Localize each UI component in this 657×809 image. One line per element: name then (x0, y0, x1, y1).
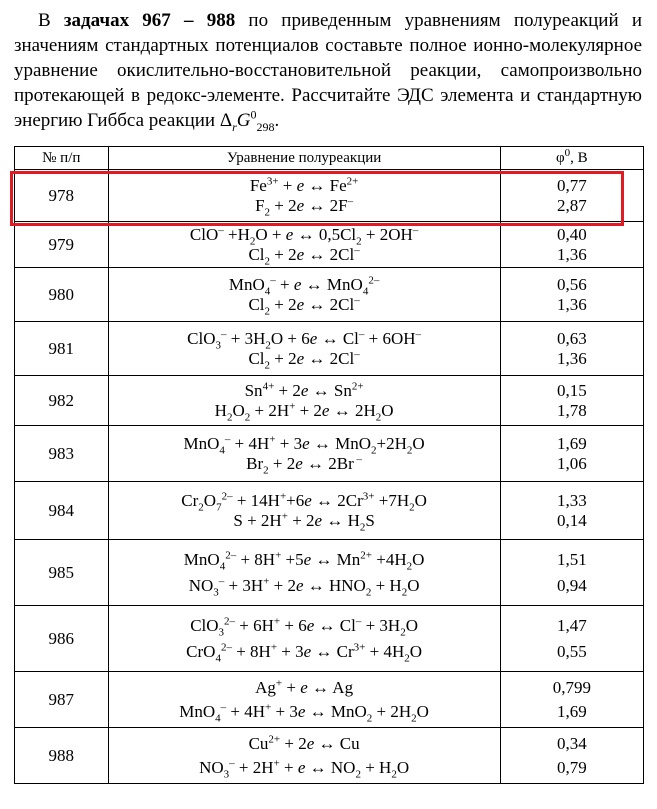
potential-cell: 0,34 0,79 (500, 728, 643, 784)
table-row (15, 672, 644, 728)
equation-cell (108, 672, 500, 728)
half-reaction: $Br_2 + 2e$ ↔ 2Br – (246, 452, 363, 476)
potential-cell: 0,40 1,36 (500, 222, 643, 268)
row-number: 981 (15, 322, 109, 376)
equation-cell (108, 728, 500, 784)
half-reaction: MnO$_4$– + 4H+ + 3e ↔ $MnO_2 + 2H_2O$ (179, 700, 429, 724)
table-row (15, 540, 644, 606)
equation-cell (108, 606, 500, 672)
table-row (15, 268, 644, 322)
half-reaction: $Cr_2O_7^{2-} + 14H^++6e$ ↔ $2Cr^{3+} +7H_2O$ (181, 489, 427, 513)
half-reaction: $H_2O_2 + 2H^+ + 2e$ ↔ $2H_2O$ (214, 399, 394, 423)
problem-statement: В задачах 967 – 988 по приведенным уравнениям полуреакций и значениям стандартных потенциалов составьте полное ионно-молекулярное уравнение окислительно-восстановительной реакции, самопроизвольно протекающей в редокс-элементе. Рассчитайте ЭДС элемента и стандартную энергию Гиббса реакции $\Delta_rG^0_{298}$. (14, 10, 642, 134)
row-number: 979 (15, 222, 109, 268)
row-number: 988 (15, 728, 109, 784)
header-potential: $\varphi^0$, В (500, 147, 643, 170)
table-row (15, 482, 644, 540)
intro-text-main: по приведенным уравнениям полуреакций и значениям стандартных потенциалов составьте полное ионно-молекулярное уравнение окислительно-восстановительной реакции, самопроизвольно протекающей в редокс-элементе. Рассчитайте ЭДС элемента и стандартную энергию Гиббса реакции (14, 10, 642, 131)
header-equation: Уравнение полуреакции (108, 147, 500, 170)
equation-cell (108, 482, 500, 540)
potential-cell: 1,47 0,55 (500, 606, 643, 672)
half-reaction-table (14, 146, 644, 784)
equation-cell (108, 376, 500, 426)
half-reaction: $Sn^{4+} + 2e$ ↔ $Sn^{2+}$ (244, 379, 364, 400)
half-reaction: ClO$_3^{2-}$ + 6H+ + 6e ↔ $Cl^- + 3H_2O$ (190, 614, 418, 638)
half-reaction: $ClO^- +H_2O + e$ ↔ $0,5Cl_2 + 2OH^-$ (189, 223, 419, 247)
half-reaction: $Cl_2 + 2e$ ↔ 2Cl– (248, 293, 360, 317)
half-reaction: $NO_3^- + 3H^+ + 2e$ ↔ $HNO_2 + H_2O$ (188, 574, 420, 598)
half-reaction: CrO$_4^{2-}$ + 8H+ + 3e ↔ $Cr^{3+} + 4H_2O$ (186, 640, 423, 664)
row-number: 986 (15, 606, 109, 672)
half-reaction: $Cu^{2+} + 2e$ ↔ Cu (248, 732, 360, 753)
row-number: 980 (15, 268, 109, 322)
row-number: 987 (15, 672, 109, 728)
half-reaction: MnO$_4$– + 4H+ + 3e ↔ $MnO_2+2H_2O$ (183, 432, 425, 456)
half-reaction: Ag+ + e ↔ Ag (255, 676, 354, 697)
table-row (15, 376, 644, 426)
table-row (15, 606, 644, 672)
potential-cell: 0,15 1,78 (500, 376, 643, 426)
gibbs-formula: $\Delta_rG^0_{298}$ (219, 107, 275, 134)
intro-text-start: В (38, 10, 64, 31)
half-reaction: $NO_3^- + 2H^+ + e$ ↔ $NO_2 + H_2O$ (199, 756, 410, 780)
half-reaction: $F_2 + 2e$ ↔ 2F– (255, 194, 354, 218)
half-reaction: MnO$_4$– + e ↔ MnO$_4^{2-}$ (228, 273, 380, 297)
table-row (15, 426, 644, 482)
half-reaction: $Cl_2 + 2e$ ↔ 2Cl– (248, 347, 360, 371)
table-row (15, 728, 644, 784)
equation-cell (108, 222, 500, 268)
table-row (15, 170, 644, 222)
potential-cell: 1,69 1,06 (500, 426, 643, 482)
intro-task-range: задачах 967 – 988 (63, 10, 236, 31)
potential-cell: 0,77 2,87 (500, 170, 643, 222)
row-number: 978 (15, 170, 109, 222)
equation-cell (108, 322, 500, 376)
table-header (15, 147, 644, 170)
half-reaction: $ClO_3^- + 3H_2O + 6e$ ↔ Cl– + 6OH– (187, 327, 422, 351)
row-number: 983 (15, 426, 109, 482)
row-number: 984 (15, 482, 109, 540)
equation-cell (108, 268, 500, 322)
potential-cell: 0,63 1,36 (500, 322, 643, 376)
half-reaction: MnO$_4^{2-}$ + 8H+ +5e ↔ $Mn^{2+} +4H_2O$ (183, 548, 425, 572)
row-number: 982 (15, 376, 109, 426)
equation-cell (108, 426, 500, 482)
equation-cell (108, 170, 500, 222)
potential-cell: 0,56 1,36 (500, 268, 643, 322)
header-num: № п/п (15, 147, 109, 170)
potential-cell: 1,51 0,94 (500, 540, 643, 606)
table-row (15, 322, 644, 376)
row-number: 985 (15, 540, 109, 606)
half-reaction: $Fe^{3+} + e$ ↔ $Fe^{2+}$ (249, 174, 359, 195)
half-reaction: S + 2H+ + 2e ↔ $H_2S$ (233, 509, 375, 533)
half-reaction: $Cl_2 + 2e$ ↔ 2Cl– (248, 243, 360, 267)
potential-cell: 1,33 0,14 (500, 482, 643, 540)
equation-cell (108, 540, 500, 606)
table-row (15, 222, 644, 268)
potential-cell: 0,799 1,69 (500, 672, 643, 728)
